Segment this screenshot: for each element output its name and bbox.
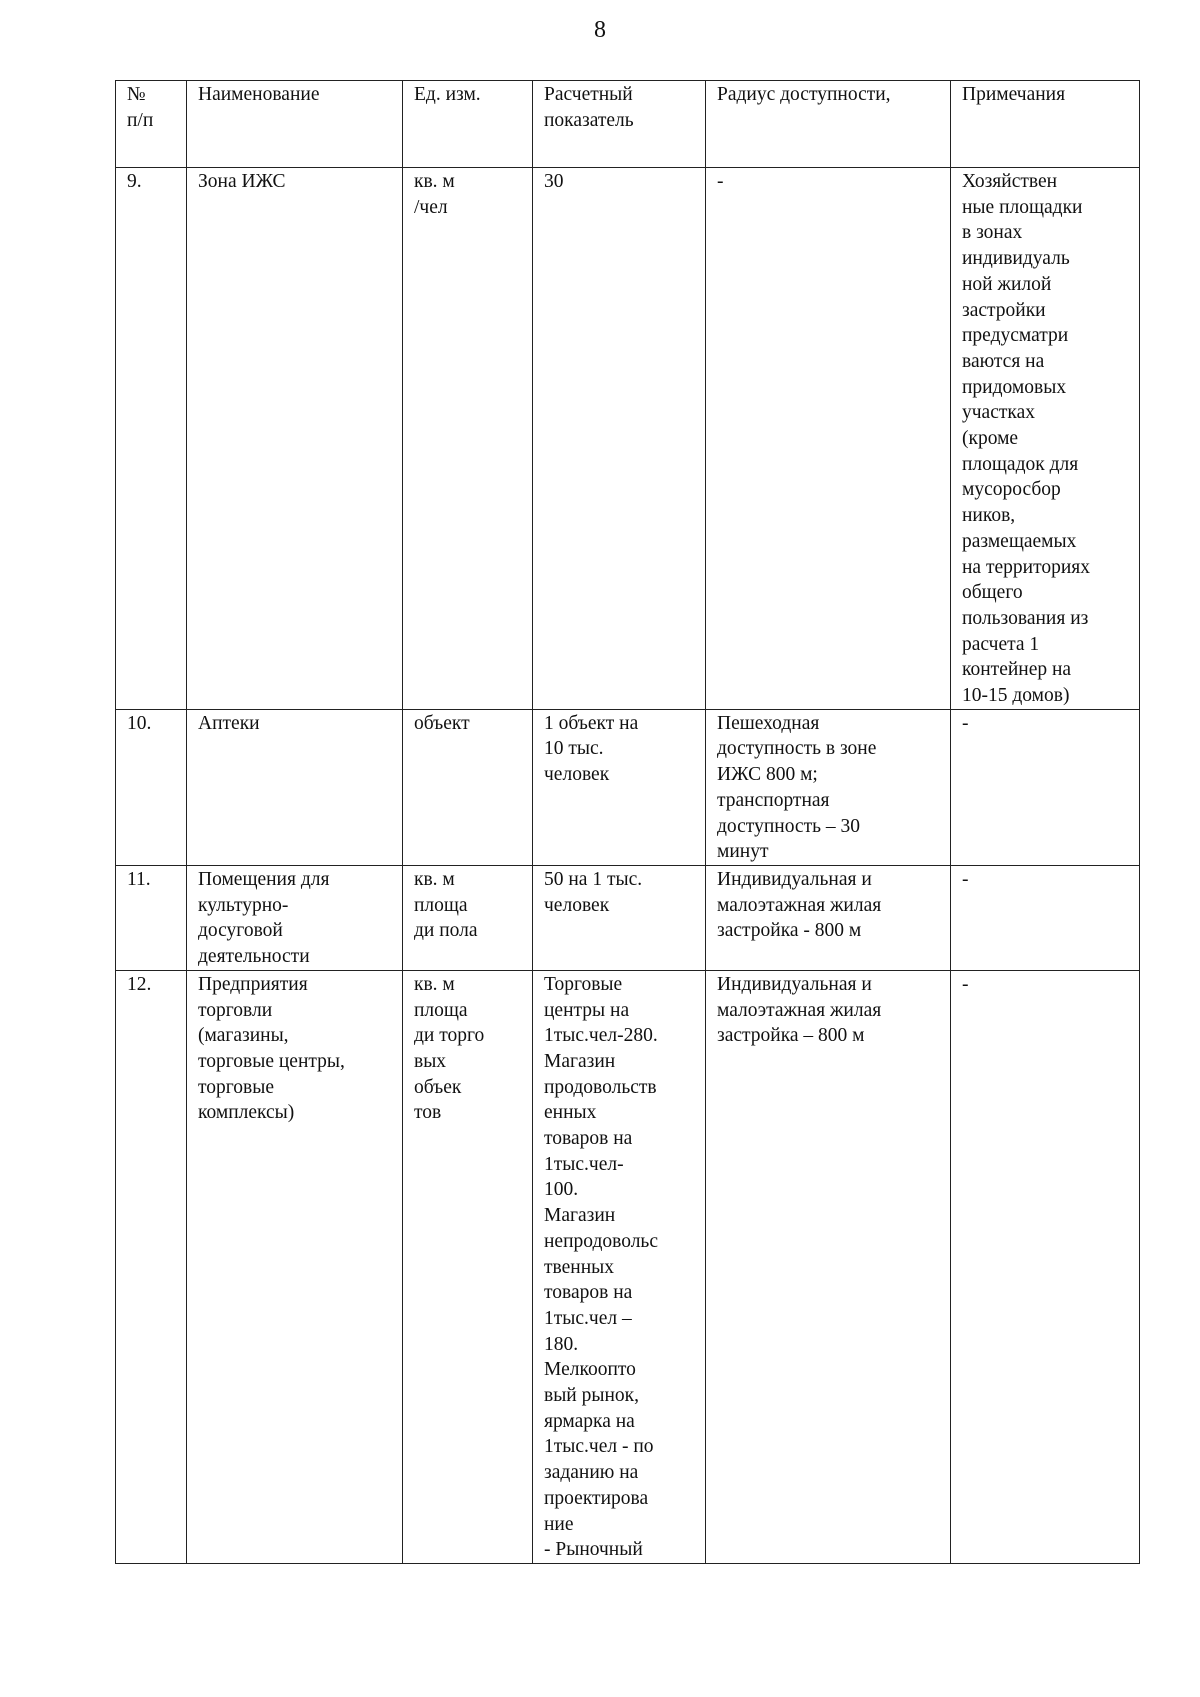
- header-unit: Ед. изм.: [403, 81, 533, 168]
- header-radius: Радиус доступности,: [706, 81, 951, 168]
- header-notes: Примечания: [951, 81, 1140, 168]
- cell-number: 11.: [116, 865, 187, 970]
- page-number: 8: [594, 17, 606, 43]
- cell-indicator: 1 объект на 10 тыс. человек: [533, 709, 706, 865]
- table-header-row: [116, 81, 1140, 168]
- table-row: [116, 709, 1140, 865]
- cell-unit: кв. м площа ди торго вых объек тов: [403, 970, 533, 1563]
- cell-radius: Индивидуальная и малоэтажная жилая застройка - 800 м: [706, 865, 951, 970]
- norms-table: [115, 80, 1140, 1564]
- cell-number: 9.: [116, 168, 187, 710]
- cell-notes: -: [951, 865, 1140, 970]
- cell-number: 12.: [116, 970, 187, 1563]
- cell-unit: кв. м /чел: [403, 168, 533, 710]
- header-indicator: Расчетный показатель: [533, 81, 706, 168]
- cell-notes: -: [951, 709, 1140, 865]
- cell-name: Помещения для культурно- досуговой деятельности: [187, 865, 403, 970]
- cell-name: Предприятия торговли (магазины, торговые центры, торговые комплексы): [187, 970, 403, 1563]
- table-row: [116, 168, 1140, 710]
- cell-radius: Пешеходная доступность в зоне ИЖС 800 м; транспортная доступность – 30 минут: [706, 709, 951, 865]
- table-row: [116, 865, 1140, 970]
- table-row: [116, 970, 1140, 1563]
- cell-notes: Хозяйствен ные площадки в зонах индивидуаль ной жилой застройки предусматри ваются на придомовых участках (кроме площадок для мусоросбор ников, размещаемых на территориях общего пользования из расчета 1 контейнер на 10-15 домов): [951, 168, 1140, 710]
- cell-radius: Индивидуальная и малоэтажная жилая застройка – 800 м: [706, 970, 951, 1563]
- cell-name: Аптеки: [187, 709, 403, 865]
- cell-indicator: Торговые центры на 1тыс.чел-280. Магазин продовольств енных товаров на 1тыс.чел- 100. Магазин непродовольс твенных товаров на 1тыс.чел – 180. Мелкоопто вый рынок, ярмарка на 1тыс.чел - по заданию на проектирова ние - Рыночный: [533, 970, 706, 1563]
- header-name: Наименование: [187, 81, 403, 168]
- cell-unit: кв. м площа ди пола: [403, 865, 533, 970]
- header-number: № п/п: [116, 81, 187, 168]
- cell-radius: -: [706, 168, 951, 710]
- cell-number: 10.: [116, 709, 187, 865]
- cell-indicator: 30: [533, 168, 706, 710]
- cell-indicator: 50 на 1 тыс. человек: [533, 865, 706, 970]
- cell-name: Зона ИЖС: [187, 168, 403, 710]
- cell-notes: -: [951, 970, 1140, 1563]
- cell-unit: объект: [403, 709, 533, 865]
